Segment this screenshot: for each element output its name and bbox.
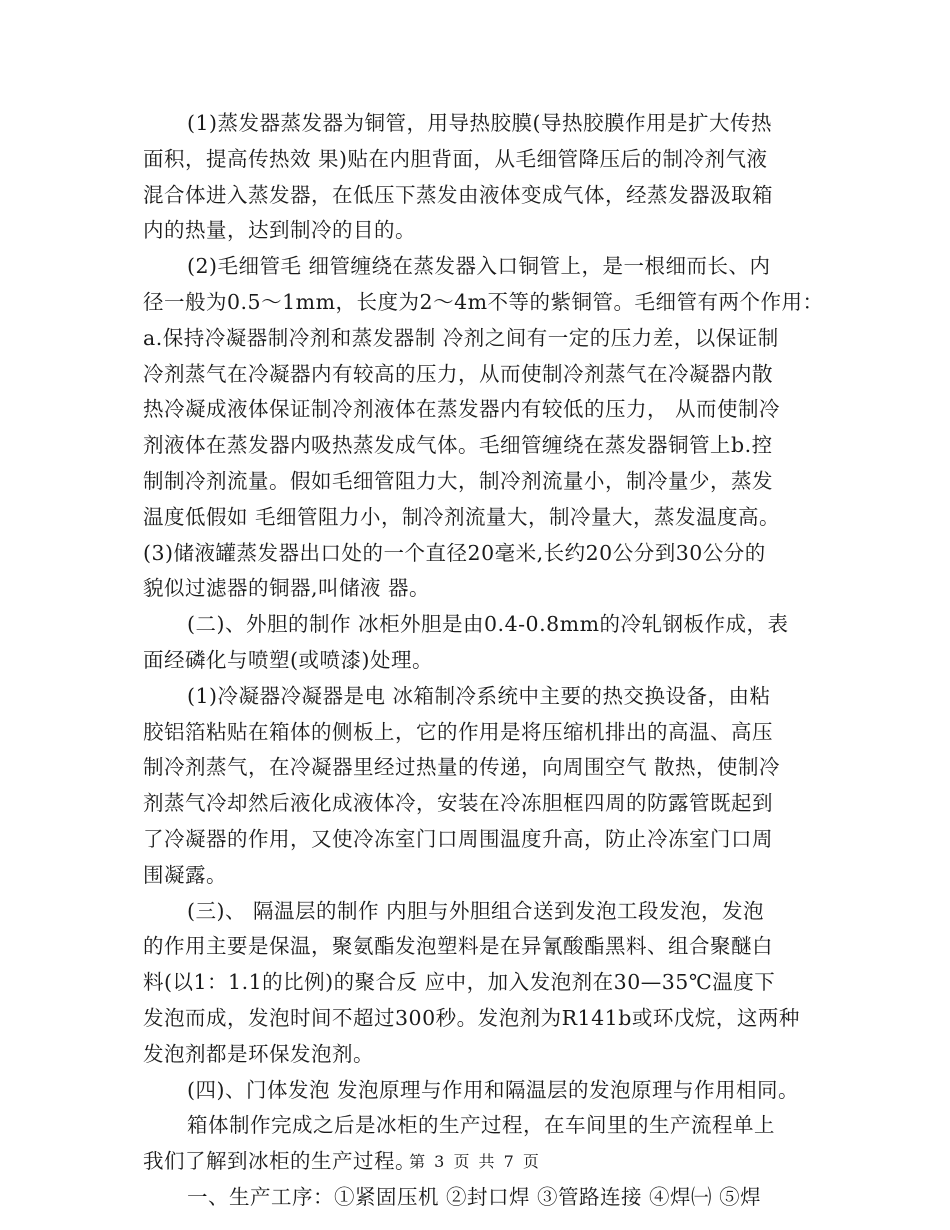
text-line: (二)、外胆的制作 冰柜外胆是由0.4-0.8mm的冷轧钢板作成，表 (187, 612, 789, 637)
text-line: (三)、 隔温层的制作 内胆与外胆组合送到发泡工段发泡，发泡 (187, 898, 765, 923)
text-line: (2)毛细管毛 细管缠绕在蒸发器入口铜管上，是一根细而长、内 (187, 254, 771, 279)
text-line: 了冷凝器的作用，又使冷冻室门口周围温度升高，防止冷冻室门口周 (143, 827, 773, 851)
text-line: 内的热量，达到制冷的目的。 (143, 218, 416, 243)
text-line: 貌似过滤器的铜器,叫储液 器。 (143, 576, 431, 601)
text-line: 温度低假如 毛细管阻力小，制冷剂流量大，制冷量大，蒸发温度高。 (143, 504, 781, 529)
text-line: 的作用主要是保温，聚氨酯发泡塑料是在异氰酸酯黑料、组合聚醚白 (143, 934, 773, 959)
text-line: 制制冷剂流量。假如毛细管阻力大，制冷剂流量小，制冷量少，蒸发 (143, 469, 773, 493)
text-line: 剂蒸气冷却然后液化成液体冷，安装在冷冻胆框四周的防露管既起到 (143, 791, 773, 816)
text-line: (1)蒸发器蒸发器为铜管，用导热胶膜(导热胶膜作用是扩大传热 (187, 111, 773, 135)
text-line: 制冷剂蒸气，在冷凝器里经过热量的传递，向周围空气 散热，使制冷 (143, 755, 781, 780)
text-line: (3)储液罐蒸发器出口处的一个直径20毫米,长约20公分到30公分的 (143, 540, 766, 565)
text-line: 面经磷化与喷塑(或喷漆)处理。 (143, 648, 433, 672)
text-line: 剂液体在蒸发器内吸热蒸发成气体。毛细管缠绕在蒸发器铜管上b.控 (143, 433, 773, 458)
text-line: a.保持冷凝器制冷剂和蒸发器制 冷剂之间有一定的压力差，以保证制 (143, 325, 779, 350)
text-line: 发泡剂都是环保发泡剂。 (143, 1041, 374, 1066)
text-line: 冷剂蒸气在冷凝器内有较高的压力，从而使制冷剂蒸气在冷凝器内散 (143, 361, 773, 386)
page-footer: 第 3 页 共 7 页 (409, 1152, 541, 1171)
text-line: 箱体制作完成之后是冰柜的生产过程，在车间里的生产流程单上 (187, 1113, 775, 1138)
text-line: 一、生产工序：①紧固压机 ②封口焊 ③管路连接 ④焊㈠ ⑤焊 (187, 1185, 762, 1209)
text-line: 热冷凝成液体保证制冷剂液体在蒸发器内有较低的压力， 从而使制冷 (143, 397, 781, 422)
text-line: 我们了解到冰柜的生产过程。 (143, 1149, 416, 1174)
text-line: 胶铝箔粘贴在箱体的侧板上，它的作用是将压缩机排出的高温、高压 (143, 719, 773, 744)
text-line: 混合体进入蒸发器，在低压下蒸发由液体变成气体，经蒸发器汲取箱 (143, 182, 773, 207)
text-line: (四)、门体发泡 发泡原理与作用和隔温层的发泡原理与作用相同。 (187, 1077, 800, 1102)
text-line: 料(以1：1.1的比例)的聚合反 应中，加入发泡剂在30—35℃温度下 (143, 970, 776, 995)
text-line: (1)冷凝器冷凝器是电 冰箱制冷系统中主要的热交换设备，由粘 (187, 683, 771, 708)
text-line: 发泡而成，发泡时间不超过300秒。发泡剂为R141b或环戊烷，这两种 (143, 1006, 800, 1030)
text-line: 径一般为0.5～1mm，长度为2～4m不等的紫铜管。毛细管有两个作用： (143, 290, 824, 314)
text-line: 围凝露。 (143, 862, 227, 887)
text-line: 面积，提高传热效 果)贴在内胆背面，从毛细管降压后的制冷剂气液 (143, 146, 768, 171)
